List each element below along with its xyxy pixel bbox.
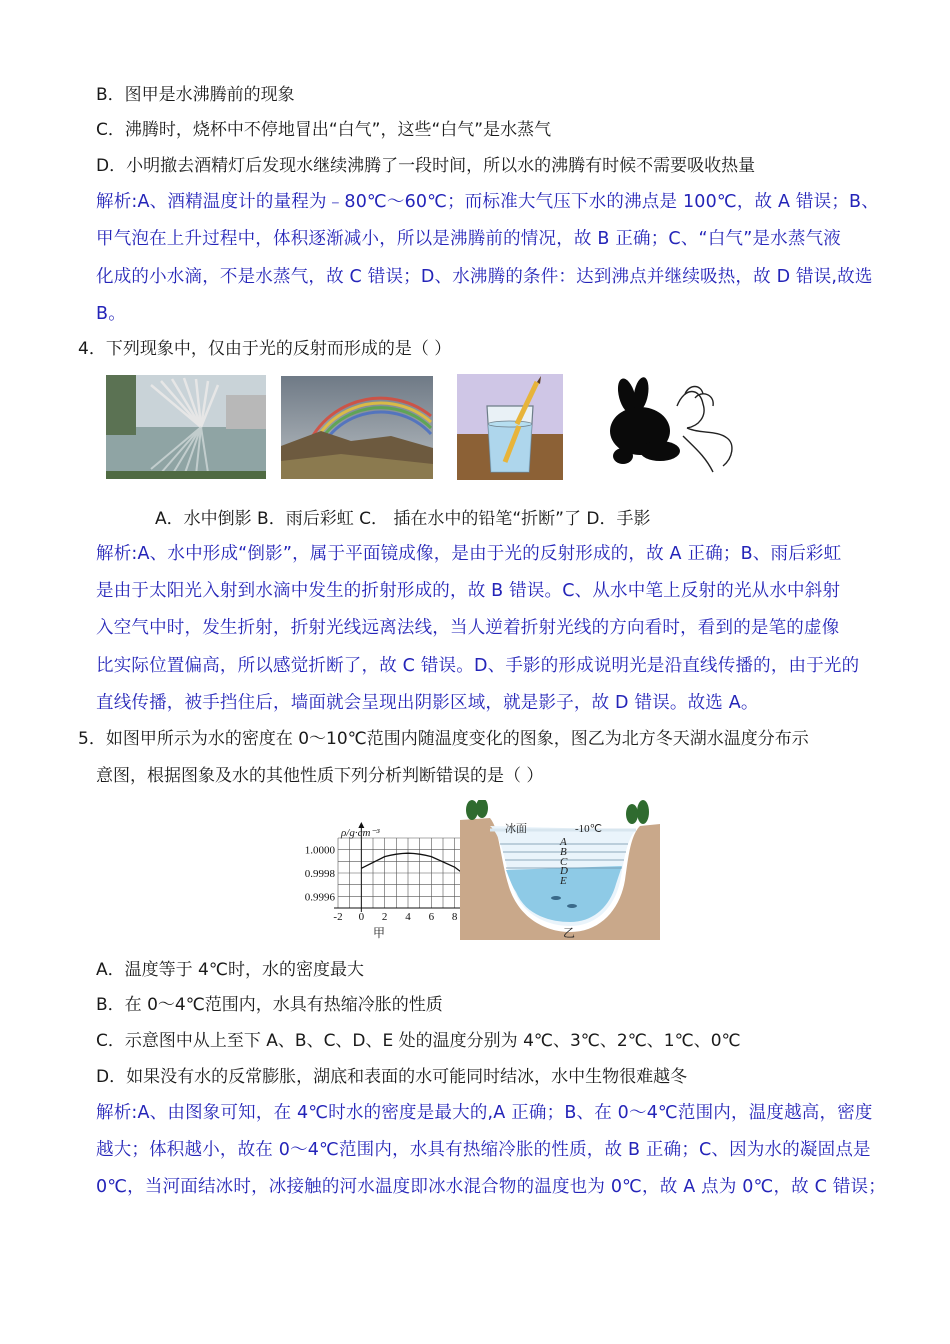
pencil-in-water-illustration — [457, 374, 563, 480]
q5-analysis-line: 0℃，当河面结冰时，冰接触的河水温度即冰水混合物的温度也为 0℃，故 A 点为 0℃，故 C 错误； — [96, 1177, 886, 1197]
q4-analysis-line: 是由于太阳光入射到水滴中发生的折射形成的，故 B 错误。C、从水中笔上反射的光从水中斜射 — [96, 581, 841, 601]
q5-stem: 意图，根据图象及水的其他性质下列分析判断错误的是（ ） — [96, 766, 544, 786]
q3-option-c: C．沸腾时，烧杯中不停地冒出“白气”，这些“白气”是水蒸气 — [96, 120, 552, 140]
x-tick-label: 2 — [381, 911, 388, 923]
y-tick-label: 0.9996 — [304, 891, 335, 904]
q4-analysis-line: 解析:A、水中形成“倒影”，属于平面镜成像，是由于光的反射形成的，故 A 正确；B、雨后彩虹 — [96, 544, 842, 564]
q5-option-a: A．温度等于 4℃时，水的密度最大 — [96, 960, 364, 980]
air-temperature-label: -10℃ — [575, 823, 603, 835]
y-tick-label: 0.9998 — [304, 868, 335, 880]
q4-analysis-line: 直线传播，被手挡住后，墙面就会呈现出阴影区域，就是影子，故 D 错误。故选 A。 — [96, 693, 759, 713]
reflection-photo — [106, 375, 266, 479]
q5-option-b: B．在 0～4℃范围内，水具有热缩冷胀的性质 — [96, 995, 443, 1015]
x-tick-label: 8 — [451, 911, 458, 923]
layer-label: C — [560, 856, 568, 868]
layer-label: D — [560, 865, 568, 877]
q4-stem: 4．下列现象中，仅由于光的反射而形成的是（ ） — [78, 339, 452, 359]
q4-options: A．水中倒影 B．雨后彩虹 C． 插在水中的铅笔“折断”了 D．手影 — [155, 509, 651, 529]
layer-label: E — [560, 875, 567, 887]
x-tick-label: 6 — [428, 911, 435, 923]
rainbow-photo — [281, 376, 433, 479]
figure-label-jia: 甲 — [373, 926, 386, 940]
x-tick-label: 0 — [358, 911, 365, 923]
q5-option-c: C．示意图中从上至下 A、B、C、D、E 处的温度分别为 4℃、3℃、2℃、1℃、0℃ — [96, 1031, 741, 1051]
q4-analysis-line: 比实际位置偏高，所以感觉折断了，故 C 错误。D、手影的形成说明光是沿直线传播的，由于光的 — [96, 656, 860, 676]
figure-label-yi: 乙 — [563, 926, 576, 940]
x-tick-label: -2 — [333, 911, 343, 923]
layer-label: B — [560, 846, 567, 858]
q5-analysis-line: 解析:A、由图象可知，在 4℃时水的密度是最大的,A 正确；B、在 0～4℃范围内，温度越高，密度 — [96, 1103, 873, 1123]
q5-stem: 5．如图甲所示为水的密度在 0～10℃范围内随温度变化的图象，图乙为北方冬天湖水温度分布示 — [78, 729, 809, 749]
q3-analysis-line: 化成的小水滴，不是水蒸气，故 C 错误；D、水沸腾的条件：达到沸点并继续吸热，故 D 错误,故选 — [96, 267, 873, 287]
x-tick-label: 4 — [405, 911, 411, 923]
chart-ylabel: ρ/g·cm⁻³ — [341, 827, 380, 839]
q3-analysis-line: 甲气泡在上升过程中，体积逐渐减小，所以是沸腾前的情况，故 B 正确；C、“白气”是水蒸气液 — [96, 229, 841, 249]
hand-shadow-illustration — [605, 376, 740, 479]
q3-option-b: B．图甲是水沸腾前的现象 — [96, 85, 295, 105]
ice-surface-label: 冰面 — [505, 823, 527, 835]
q5-option-d: D．如果没有水的反常膨胀，湖底和表面的水可能同时结冰，水中生物很难越冬 — [96, 1067, 688, 1087]
q3-analysis-line: B。 — [96, 304, 126, 324]
y-tick-label: 1.0000 — [304, 844, 335, 857]
layer-label: A — [560, 836, 567, 848]
q3-option-d: D．小明撤去酒精灯后发现水继续沸腾了一段时间，所以水的沸腾有时候不需要吸收热量 — [96, 156, 756, 176]
q5-analysis-line: 越大；体积越小，故在 0～4℃范围内，水具有热缩冷胀的性质，故 B 正确；C、因为水的凝固点是 — [96, 1140, 871, 1160]
q3-analysis-line: 解析:A、酒精温度计的量程为﹣80℃～60℃；而标准大气压下水的沸点是 100℃，故 A 错误；B、 — [96, 192, 879, 212]
q4-analysis-line: 入空气中时，发生折射，折射光线远离法线，当人逆着折射光线的方向看时，看到的是笔的虚像 — [96, 618, 840, 638]
